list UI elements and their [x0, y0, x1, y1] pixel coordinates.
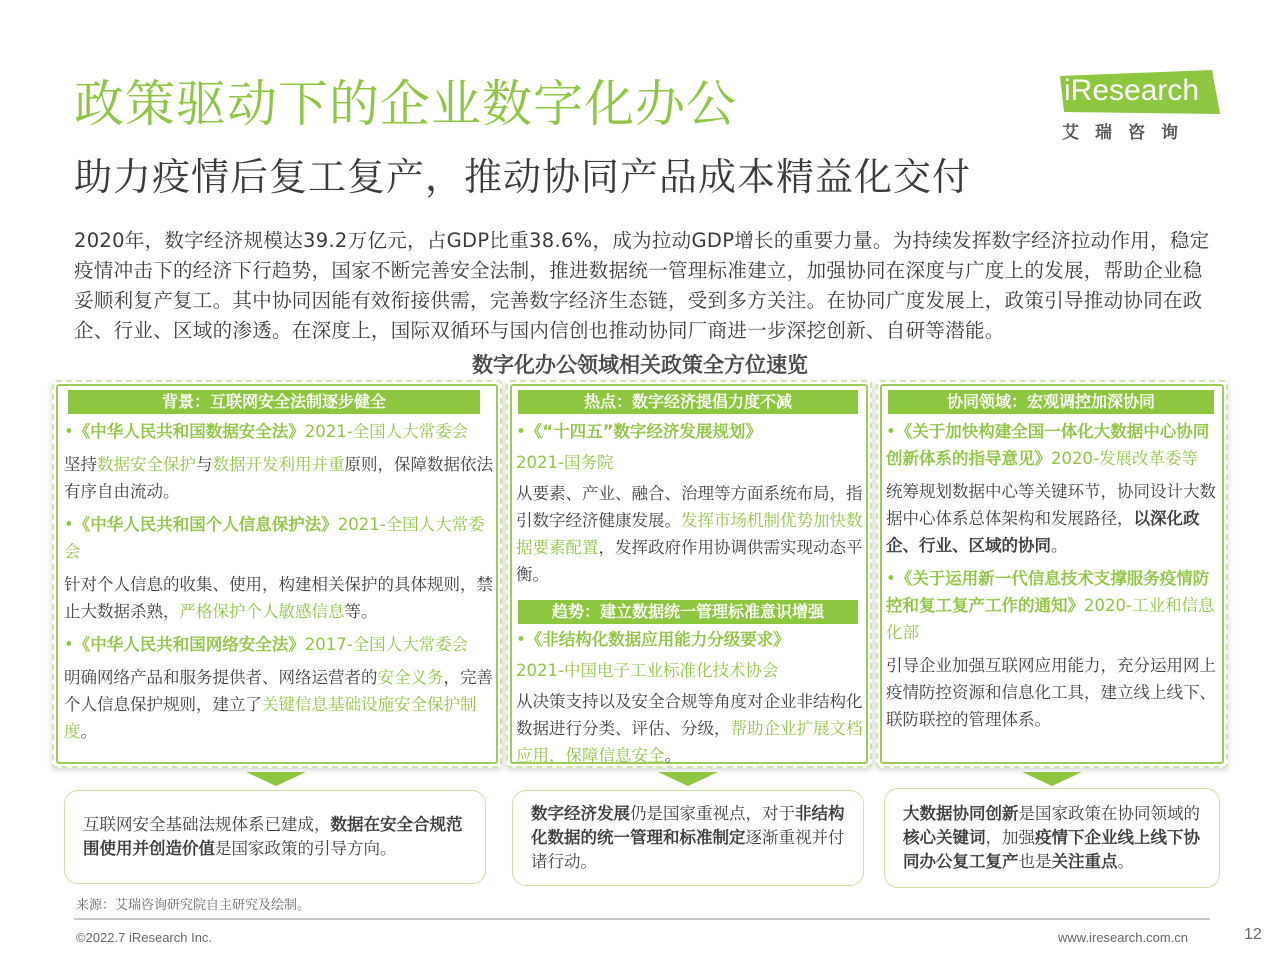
down-arrow-icon — [1022, 772, 1082, 786]
page-title: 政策驱动下的企业数字化办公 — [74, 75, 737, 133]
summary-box — [884, 788, 1220, 888]
policy-name: 《“十四五”数字经济发展规划》 — [525, 422, 762, 441]
summary-text: 大数据协同创新是国家政策在协同领域的核心关键词，加强疫情下企业线上线下协同办公复工复产也是关注重点。 — [903, 804, 1200, 871]
policy-meta: 2021-中国电子工业标准化技术协会 — [516, 661, 779, 680]
column-header: 协同领域：宏观调控加深协同 — [888, 390, 1214, 414]
policy-meta: 2021-全国人大常委会 — [64, 515, 485, 561]
column-body — [886, 418, 1222, 733]
policy-column-hotspot — [506, 380, 872, 768]
policy-description: 从决策支持以及安全合规等角度对企业非结构化数据进行分类、评估、分级，帮助企业扩展文档应用，保障信息安全。 — [516, 692, 863, 765]
policy-meta: 2021-国务院 — [516, 453, 614, 472]
page-subtitle: 助力疫情后复工复产，推动协同产品成本精益化交付 — [74, 155, 972, 199]
policy-column-collaboration — [876, 380, 1228, 768]
summary-box — [512, 790, 864, 886]
logo-cn: 艾瑞咨询 — [1062, 123, 1194, 143]
down-arrow-icon — [658, 772, 718, 786]
summary-text: 数字经济发展仍是国家重视点，对于非结构化数据的统一管理和标准制定逐渐重视并付诸行动。 — [531, 804, 845, 871]
policy-meta: 2021-全国人大常委会 — [304, 422, 469, 441]
policy-name: 《中华人民共和国个人信息保护法》 — [73, 515, 338, 534]
website-link[interactable]: www.iresearch.com.cn — [1058, 930, 1189, 945]
policy-item: •《关于运用新一代信息技术支撑服务疫情防控和复工复产工作的通知》2020-工业和信息化部 — [886, 569, 1215, 642]
intro-paragraph: 2020年，数字经济规模达39.2万亿元，占GDP比重38.6%，成为拉动GDP增长的重要力量。为持续发挥数字经济拉动作用，稳定疫情冲击下的经济下行趋势，国家不断完善安全法制，推进数据统一管理标准建立，加强协同在深度与广度上的发展，帮助企业稳妥顺利复产复工。其中协同因能有效衔接供需，完善数字经济生态链，受到多方关注。在协同广度发展上，政策引导推动协同在政企、行业、区域的渗透。在深度上，国际双循环与国内信创也推动协同厂商进一步深挖创新、自研等潜能。 — [74, 229, 1210, 342]
policy-column-background — [52, 380, 502, 768]
column-header: 热点：数字经济提倡力度不减 — [518, 390, 858, 414]
column-body-upper — [516, 418, 864, 588]
section-title: 数字化办公领域相关政策全方位速览 — [472, 353, 808, 377]
policy-item: •《“十四五”数字经济发展规划》 — [516, 422, 762, 441]
logo-name: iResearch — [1064, 74, 1200, 107]
policy-item: •《中华人民共和国网络安全法》2017-全国人大常委会 — [64, 635, 469, 654]
page-number: 12 — [1244, 926, 1262, 943]
down-arrow-icon — [246, 772, 306, 786]
column-body — [64, 418, 494, 745]
policy-item: •《关于加快构建全国一体化大数据中心协同创新体系的指导意见》2020-发展改革委等 — [886, 422, 1210, 468]
policy-meta: 2020-发展改革委等 — [1051, 449, 1198, 468]
source-note: 来源：艾瑞咨询研究院自主研究及绘制。 — [76, 897, 311, 912]
policy-item: •《非结构化数据应用能力分级要求》 — [516, 630, 790, 649]
column-header: 趋势：建立数据统一管理标准意识增强 — [518, 600, 858, 624]
policy-description: 坚持数据安全保护与数据开发利用并重原则，保障数据依法有序自由流动。 — [64, 455, 493, 501]
policy-item: •《中华人民共和国数据安全法》2021-全国人大常委会 — [64, 422, 469, 441]
copyright: ©2022.7 iResearch Inc. — [76, 930, 213, 945]
policy-item: •《中华人民共和国个人信息保护法》2021-全国人大常委会 — [64, 515, 485, 561]
policy-description: 统筹规划数据中心等关键环节，协同设计大数据中心体系总体架构和发展路径，以深化政企、行业、区域的协同。 — [886, 482, 1216, 555]
policy-name: 《关于加快构建全国一体化大数据中心协同创新体系的指导意见》 — [886, 422, 1210, 468]
iresearch-logo — [1060, 70, 1220, 146]
policy-meta: 2020-工业和信息化部 — [886, 596, 1215, 642]
policy-meta: 2017-全国人大常委会 — [304, 635, 469, 654]
column-body-lower — [516, 626, 864, 769]
column-header: 背景：互联网安全法制逐步健全 — [68, 390, 480, 414]
policy-name: 《中华人民共和国数据安全法》 — [73, 422, 305, 441]
policy-name: 《中华人民共和国网络安全法》 — [73, 635, 305, 654]
policy-description: 引导企业加强互联网应用能力，充分运用网上疫情防控资源和信息化工具，建立线上线下、联防联控的管理体系。 — [886, 656, 1216, 729]
policy-description: 从要素、产业、融合、治理等方面系统布局，指引数字经济健康发展。发挥市场机制优势加快数据要素配置，发挥政府作用协调供需实现动态平衡。 — [516, 484, 863, 584]
policy-description: 明确网络产品和服务提供者、网络运营者的安全义务，完善个人信息保护规则，建立了关键信息基础设施安全保护制度。 — [64, 668, 493, 741]
summary-text: 互联网安全基础法规体系已建成，数据在安全合规范围使用并创造价值是国家政策的引导方向。 — [83, 815, 463, 858]
policy-name: 《非结构化数据应用能力分级要求》 — [525, 630, 790, 649]
policy-name: 《关于运用新一代信息技术支撑服务疫情防控和复工复产工作的通知》 — [886, 569, 1210, 615]
summary-box — [64, 790, 486, 884]
policy-description: 针对个人信息的收集、使用，构建相关保护的具体规则，禁止大数据杀熟，严格保护个人敏感信息等。 — [64, 575, 493, 621]
footer-divider — [74, 918, 1210, 920]
